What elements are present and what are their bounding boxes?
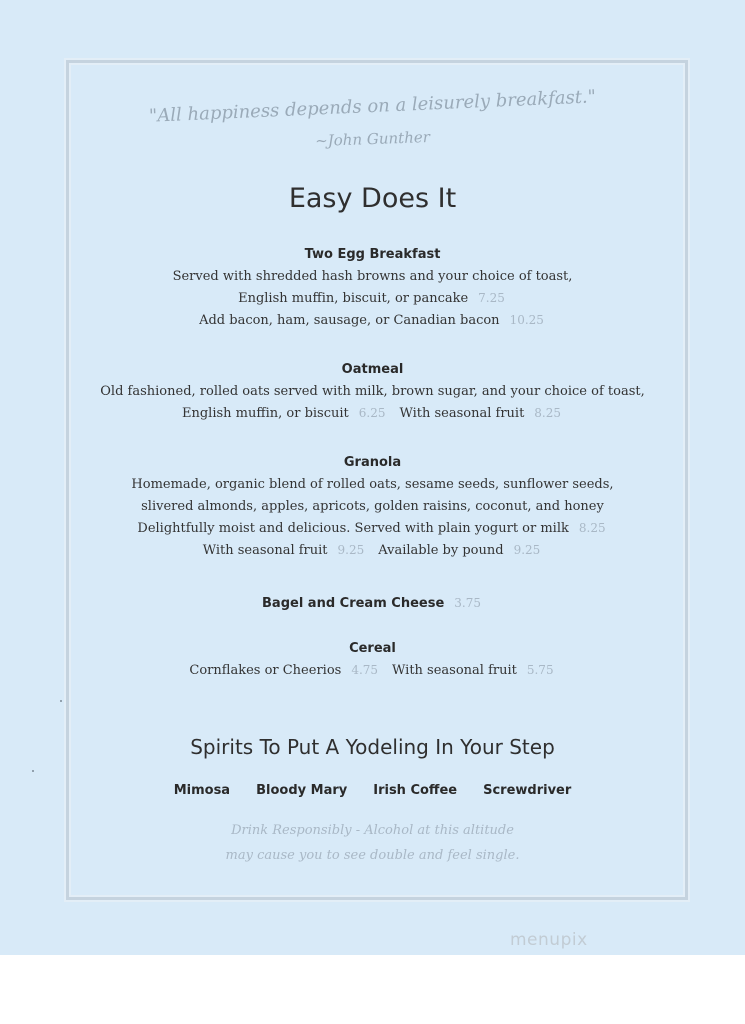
- line-text: Cornflakes or Cheerios: [189, 663, 342, 678]
- line-text: With seasonal fruit: [392, 663, 517, 678]
- item-description-line: [0, 291, 745, 306]
- line-text: Available by pound: [378, 543, 504, 558]
- drink-screwdriver: Screwdriver: [483, 783, 572, 798]
- item-description-line: [0, 406, 745, 421]
- item-description-line: [0, 313, 745, 328]
- item-description-line: [0, 384, 745, 399]
- item-description-line: [0, 499, 745, 514]
- item-price: 10.25: [509, 313, 544, 327]
- line-text: Add bacon, ham, sausage, or Canadian bacon: [199, 313, 500, 328]
- item-price: 3.75: [454, 596, 481, 610]
- line-text: English muffin, biscuit, or pancake: [238, 291, 469, 306]
- item-description-line: [0, 477, 745, 492]
- disclaimer-line-2: may cause you to see double and feel single.: [225, 848, 520, 863]
- menu-title: Easy Does It: [288, 183, 457, 214]
- disclaimer-line-1: Drink Responsibly - Alcohol at this altitude: [231, 823, 514, 838]
- line-text: English muffin, or biscuit: [181, 406, 349, 421]
- item-price: 9.25: [337, 543, 365, 557]
- item-price: 5.75: [526, 663, 554, 677]
- item-description-line: [0, 521, 745, 536]
- item-bagel-name: Bagel and Cream Cheese: [262, 596, 445, 611]
- line-text: Delightfully moist and delicious. Served with plain yogurt or milk: [137, 521, 569, 536]
- item-price: 6.25: [358, 406, 386, 420]
- item-description-line: [0, 543, 745, 558]
- item-oatmeal-name: Oatmeal: [341, 362, 404, 377]
- item-description-line: [0, 663, 745, 678]
- line-text: Served with shredded hash browns and your choice of toast,: [172, 269, 573, 284]
- item-price: 8.25: [534, 406, 562, 420]
- item-two-egg-breakfast-name: Two Egg Breakfast: [304, 247, 441, 262]
- item-granola-name: Granola: [343, 455, 402, 470]
- item-price: 9.25: [513, 543, 541, 557]
- drink-mimosa: Mimosa: [173, 783, 231, 798]
- quote-author: ~John Gunther: [314, 128, 431, 150]
- drinks-list: [0, 783, 745, 798]
- item-cereal-name: Cereal: [349, 641, 396, 656]
- watermark-logo: menupix: [510, 930, 588, 950]
- drink-bloody-mary: Bloody Mary: [256, 783, 348, 798]
- quote-text: "All happiness depends on a leisurely breakfast.": [148, 86, 597, 127]
- line-text: With seasonal fruit: [399, 406, 525, 421]
- line-text: With seasonal fruit: [202, 543, 328, 558]
- line-text: slivered almonds, apples, apricots, golden raisins, coconut, and honey: [141, 499, 604, 514]
- item-price: 8.25: [578, 521, 606, 535]
- line-text: Homemade, organic blend of rolled oats, sesame seeds, sunflower seeds,: [131, 477, 614, 492]
- item-bagel-row: [0, 592, 745, 611]
- line-text: Old fashioned, rolled oats served with milk, brown sugar, and your choice of toast,: [100, 384, 645, 399]
- item-price: 7.25: [478, 291, 505, 305]
- item-price: 4.75: [351, 663, 379, 677]
- drink-irish-coffee: Irish Coffee: [373, 783, 458, 798]
- scan-speck: [32, 770, 34, 772]
- item-description-line: [0, 269, 745, 284]
- scan-speck: [60, 700, 62, 702]
- spirits-title: Spirits To Put A Yodeling In Your Step: [190, 735, 555, 759]
